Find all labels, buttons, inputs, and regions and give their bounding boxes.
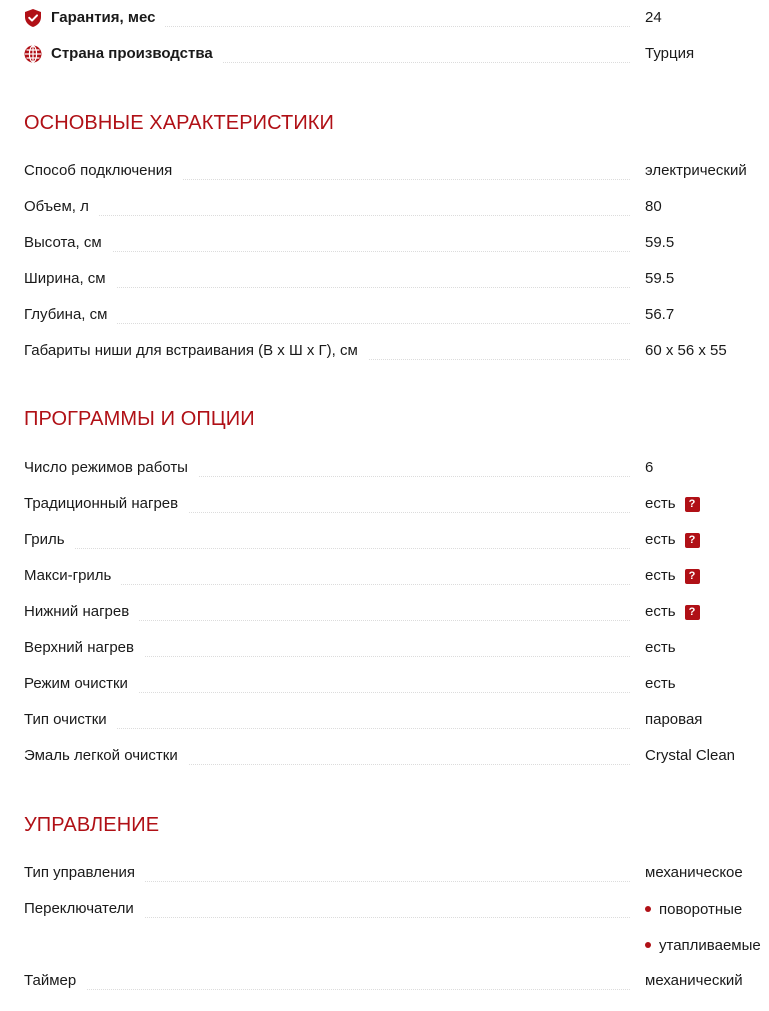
spec-value: Турция	[645, 45, 695, 62]
spec-value	[645, 486, 700, 522]
spec-value	[645, 522, 700, 558]
spec-row	[24, 891, 764, 963]
spec-value: есть	[645, 639, 676, 656]
spec-label: Нижний нагрев	[24, 602, 139, 622]
spec-label: Способ подключения	[24, 161, 182, 181]
dotted-leader	[24, 548, 630, 549]
spec-value-text: поворотные	[659, 900, 743, 918]
spec-value-text: есть	[645, 531, 676, 548]
spec-label: Высота, см	[24, 233, 112, 253]
spec-label: Макси-гриль	[24, 566, 121, 586]
spec-value-text: есть	[645, 567, 676, 584]
help-question-icon[interactable]: ?	[685, 569, 700, 584]
spec-row	[24, 261, 764, 297]
spec-value-text: есть	[645, 495, 676, 512]
spec-row	[24, 189, 764, 225]
globe-icon	[24, 45, 42, 63]
spec-label: Число режимов работы	[24, 458, 198, 478]
shield-check-icon	[24, 9, 42, 27]
spec-value: 59.5	[645, 234, 675, 251]
spec-value-text: утапливаемые	[659, 936, 761, 954]
spec-value-list	[645, 891, 761, 963]
spec-value	[645, 450, 653, 486]
help-question-icon[interactable]: ?	[685, 533, 700, 548]
list-item	[645, 927, 761, 963]
spec-value	[645, 594, 700, 630]
section-title-control: УПРАВЛЕНИЕ	[24, 814, 160, 836]
spec-label: Режим очистки	[24, 674, 138, 694]
spec-row	[24, 630, 764, 666]
spec-label-text: Страна производства	[51, 45, 213, 62]
spec-value: есть	[645, 675, 676, 692]
spec-value: 56.7	[645, 306, 675, 323]
spec-row	[24, 666, 764, 702]
spec-row	[24, 594, 764, 630]
spec-row	[24, 225, 764, 261]
spec-label: Гриль	[24, 530, 75, 550]
spec-label: Глубина, см	[24, 305, 117, 325]
spec-label: Традиционный нагрев	[24, 494, 188, 514]
spec-label: Габариты ниши для встраивания (В х Ш х Г), см	[24, 341, 368, 361]
spec-label: Переключатели	[24, 899, 144, 919]
spec-label	[24, 8, 165, 28]
spec-label: Верхний нагрев	[24, 638, 144, 658]
spec-value: Crystal Clean	[645, 747, 736, 764]
spec-row	[24, 153, 764, 189]
spec-row	[24, 522, 764, 558]
spec-row	[24, 333, 764, 369]
spec-value-text: есть	[645, 603, 676, 620]
dotted-leader	[24, 215, 630, 216]
help-question-icon[interactable]: ?	[685, 605, 700, 620]
dotted-leader	[24, 251, 630, 252]
spec-label	[24, 44, 223, 64]
spec-value: 80	[645, 198, 662, 215]
list-item	[645, 891, 761, 927]
spec-row	[24, 963, 764, 999]
bullet-icon	[645, 942, 651, 948]
spec-row	[24, 702, 764, 738]
spec-row	[24, 450, 764, 486]
spec-label: Таймер	[24, 971, 86, 991]
spec-row	[24, 486, 764, 522]
spec-value: механический	[645, 972, 743, 989]
spec-label: Объем, л	[24, 197, 99, 217]
spec-row-country	[24, 36, 764, 72]
dotted-leader	[24, 989, 630, 990]
help-question-icon[interactable]: ?	[685, 497, 700, 512]
spec-value: 24	[645, 9, 662, 26]
spec-value: паровая	[645, 711, 703, 728]
spec-label: Эмаль легкой очистки	[24, 746, 188, 766]
spec-label: Ширина, см	[24, 269, 116, 289]
spec-row	[24, 558, 764, 594]
spec-value: электрический	[645, 162, 747, 179]
section-title-programs: ПРОГРАММЫ И ОПЦИИ	[24, 408, 255, 430]
spec-label-text: Гарантия, мес	[51, 9, 156, 26]
spec-value: 59.5	[645, 270, 675, 287]
bullet-icon	[645, 906, 651, 912]
spec-label: Тип очистки	[24, 710, 117, 730]
spec-value: 60 x 56 x 55	[645, 342, 727, 359]
spec-row	[24, 297, 764, 333]
spec-value: механическое	[645, 864, 743, 881]
spec-label: Тип управления	[24, 863, 145, 883]
section-title-main: ОСНОВНЫЕ ХАРАКТЕРИСТИКИ	[24, 112, 335, 134]
spec-row-warranty	[24, 0, 764, 36]
spec-row	[24, 738, 764, 774]
spec-value-text: 6	[645, 459, 654, 476]
spec-row	[24, 855, 764, 891]
spec-value	[645, 558, 700, 594]
